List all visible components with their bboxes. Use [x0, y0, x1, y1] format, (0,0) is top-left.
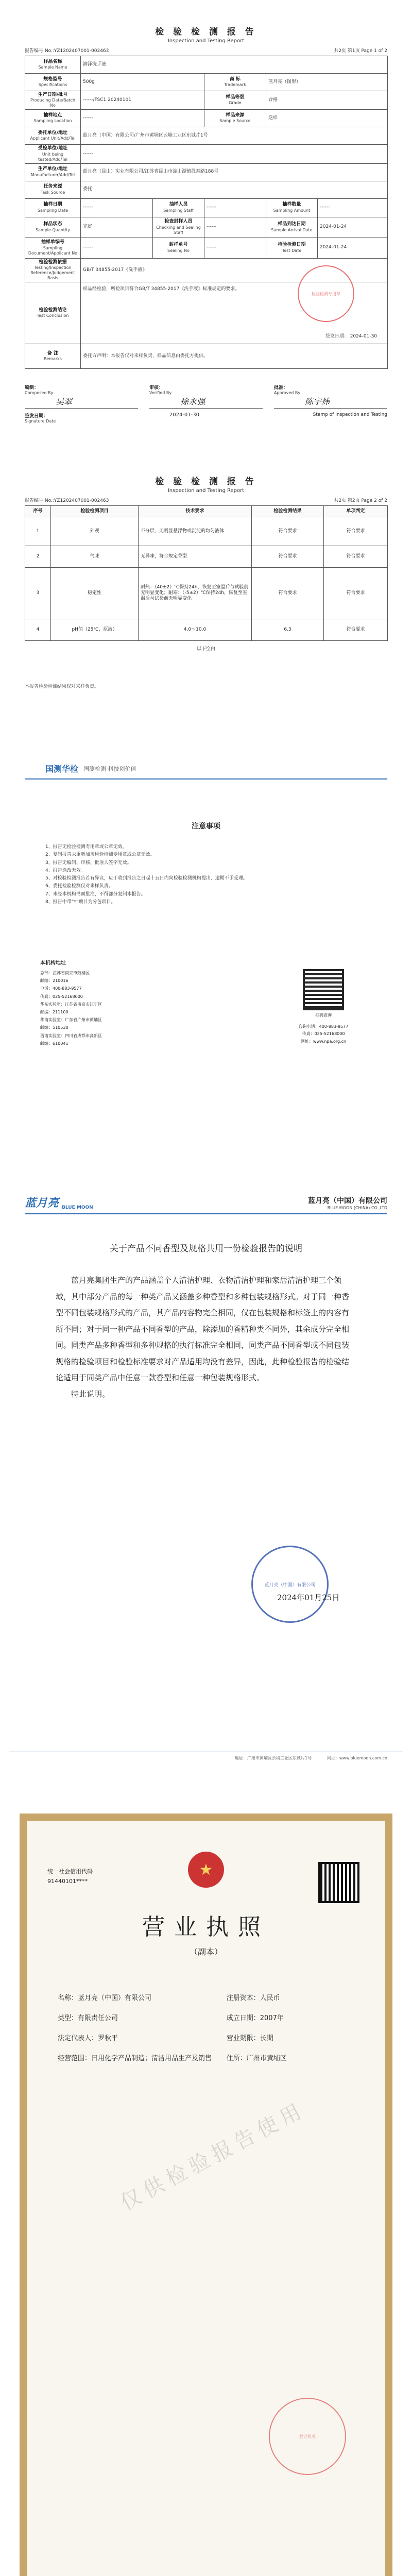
letter-date: 2024年01月25日	[277, 1593, 340, 1602]
address-list: 总部：江苏省南京市鼓楼区 邮编：210016 电话：400-883-9577 传真：025-52168000 华东实验室：江苏省南京市江宁区 邮编：211100 华南实验室：广东省广州市黄埔区 邮编：510530 西南实验室：四川省成都市高新区 邮编：610041	[40, 971, 102, 1046]
table-row: 检验检测结论 Test Conclusion 样品经检验，所检项目符合GB/T 34855-2017《洗手液》标准规定的要求。 签发日期： 2024-01-30	[25, 282, 388, 344]
list-item: 2、复制报告未重新加盖检验检测专用章或公章无效。	[45, 852, 155, 858]
license-watermark: 仅供检验报告使用	[116, 2097, 310, 2215]
sample-name: 润泽洗手液	[81, 56, 388, 74]
report-subtitle: Inspection and Testing Report	[167, 38, 245, 44]
letter-paragraph: 蓝月亮集团生产的产品涵盖个人清洁护理、衣物清洁护理和家居清洁护理三个领域，其中部分产品的每一种类产品又涵盖多种香型和多种包装规格形式。对于同一种香型不同包装规格形式的产品，其产品内容物完全相同，仅在包装规格和标签上的内容有所不同；对于同一种产品不同香型的产品，除添加的香精种类不同外，其余成分完全相同。同类产品多种香型和多种规格的执行标准完全相同，同类产品不同香型或不同包装规格的检验项目和检验标准要求对产品适用均没有差异，因此，此种检验报告的检验结论适用于同类产品中任意一款香型和任意一种包装规格形式。	[56, 1276, 350, 1382]
license-frame	[20, 1814, 392, 2576]
reviewer-signature: 审核： Verified By 徐永强	[149, 384, 263, 409]
hotline: 400-883-9577	[319, 1024, 349, 1029]
list-item: 5、对检验检测报告若有异议，应于收到报告之日起十五日内向检验检测机构提出，逾期不予受理。	[45, 876, 248, 882]
notice-title: 注意事项	[192, 822, 220, 831]
brand-slogan: 国测检测·科技创价值	[83, 765, 136, 772]
website-link[interactable]: www.npa.org.cn	[313, 1039, 347, 1044]
list-item: 6、委托检验检测仅对来样负责。	[45, 884, 113, 889]
national-emblem: ★	[188, 1852, 224, 1888]
company-logo: 蓝月亮	[25, 1197, 59, 1210]
registration-seal: 登记机关	[269, 2398, 346, 2475]
report-number: YZ1202407001-002463	[54, 48, 109, 54]
list-item: 1、报告无检验检测专用章或公章无效。	[45, 844, 127, 850]
license-page	[9, 1803, 403, 2576]
report-page-1	[9, 13, 403, 430]
fax: 025-52168000	[314, 1031, 345, 1037]
letter-footer	[9, 1752, 403, 1764]
test-conclusion: 样品经检验，所检项目符合GB/T 34855-2017《洗手液》标准规定的要求。	[83, 286, 240, 292]
footer-address: 地址：广州市黄埔区云埔工业区东诚片1号	[234, 1756, 312, 1760]
report-title: 检 验 检 测 报 告	[155, 27, 257, 37]
table-row: 抽样地点 Sampling Location ------ 样品来源 Sample Source 送样	[25, 110, 388, 127]
letter-page	[9, 1180, 403, 1783]
letter-paragraph: 特此说明。	[71, 1389, 110, 1399]
inspection-seal: 检验检测专用章	[298, 265, 354, 322]
company-name-en: BLUE MOON (CHINA) CO.,LTD	[327, 1206, 387, 1210]
table-row: 1 外观 不分层，无明显悬浮物或沉淀的均匀液体 符合要求 符合要求	[25, 517, 388, 546]
contact-box: 扫码查询 咨询电话：400-883-9577 传真：025-52168000 网址：www.npa.org.cn	[277, 969, 370, 1047]
table-row: 任务来源 Task Source 委托	[25, 181, 388, 198]
qr-code[interactable]	[303, 969, 344, 1010]
license-subtitle: （副本）	[189, 1947, 222, 1957]
report-page-indicator: 共2页 第1页 Page 1 of 2	[334, 48, 387, 54]
company-name: 蓝月亮（中国）有限公司	[308, 1197, 387, 1205]
table-row: 4 pH值（25℃，原液） 4.0～10.0 6.3 符合要求	[25, 619, 388, 641]
notice-list	[9, 843, 403, 906]
report-number-label: 报告编号 No.:	[25, 48, 54, 54]
issue-date: 2024-01-30	[169, 412, 199, 418]
results-table	[25, 505, 388, 641]
composer-signature: 编制： Composed By 吴翠	[25, 384, 138, 409]
table-row: 检验检测依据 Testing/Inspection Reference/Judgement Basis GB/T 34855-2017《洗手液》	[25, 258, 388, 282]
notice-page	[9, 739, 403, 1146]
license-code: 统一社会信用代码 91440101****	[47, 1868, 93, 1885]
table-row: 受检单位/地址 Unit being tested/Add/Tel ------	[25, 145, 388, 163]
list-item: 3、报告无编制、审核、批准人签字无效。	[45, 860, 132, 866]
remarks-value: 委托方声明：本报告仅对来样负责，样品信息由委托方提供。	[81, 344, 388, 368]
table-row: 3 稳定性 耐热：（40±2）℃保持24h，恢复至室温后与试验前无明显变化；耐寒：（-5±2）℃保持24h，恢复至室温后与试验前无明显变化 符合要求 符合要求	[25, 568, 388, 619]
company-seal: 蓝月亮（中国）有限公司	[251, 1546, 329, 1623]
table-header: 序号 检验检测项目 技术要求 检验检测结果 单项判定	[25, 506, 388, 517]
blank-below-marker: 以下空白	[196, 647, 215, 652]
letter-header	[25, 1194, 387, 1214]
address-title: 本机构地址	[40, 960, 66, 966]
report-subtitle-2: Inspection and Testing Report	[167, 488, 245, 494]
report-info-table	[25, 56, 388, 369]
letter-title: 关于产品不同香型及规格共用一份检验报告的说明	[110, 1244, 302, 1254]
license-fields: 名称：蓝月亮（中国）有限公司 类型：有限责任公司 法定代表人：罗秋平 经营范围：日用化学产品制造；清洁用品生产及销售 注册资本：人民币 成立日期：2007年 营业期限：长期 住所：广州市黄埔区	[58, 1994, 287, 2062]
letter-body	[9, 1273, 403, 1402]
stamp-date-label: 签发日期：	[325, 333, 349, 339]
table-row: 样品状态 Sample Quantity 完好 检查封样人员 Checking and Sealing Staff ------ 样品到达日期 Sample Arrival Date 2024-01-24	[25, 217, 388, 238]
list-item: 4、报告涂改无效。	[45, 868, 85, 873]
report-meta	[9, 47, 403, 54]
footer-website[interactable]: 网址：www.bluemoon.com.cn	[327, 1756, 387, 1760]
signature-row-2: 签发日期： Signature Date 2024-01-30 Stamp of Inspection and Testing	[25, 412, 387, 423]
table-row: 抽样日期 Sampling Date ------ 抽样人员 Sampling Staff ------ 抽样数量 Sampling Amount ------	[25, 198, 388, 217]
table-row: 2 气味 无异味，符合规定香型 符合要求 符合要求	[25, 546, 388, 568]
notice-header	[25, 739, 387, 779]
table-row: 备 注 Remarks 委托方声明：本报告仅对来样负责，样品信息由委托方提供。	[25, 344, 388, 368]
qr-label: 扫码查询	[315, 1013, 332, 1018]
license-title: 营业执照	[142, 1914, 270, 1940]
brand-logo: 国测华检	[45, 764, 79, 774]
table-row: 规格型号 Specifications 500g 商 标 Trademark 蓝月亮（图形）	[25, 74, 388, 91]
table-row: 样品名称 Sample Name 润泽洗手液	[25, 56, 388, 74]
applicant-value: 蓝月亮（中国）有限公司/广州市黄埔区云埔工业区东诚片1号	[81, 127, 388, 145]
report-title-2: 检 验 检 测 报 告	[155, 477, 257, 487]
list-item: 7、未经本机构书面批准，不得部分复制本报告。	[45, 891, 146, 897]
signature-row-1	[25, 384, 387, 409]
manufacturer-value: 蓝月亮（昆山）实业有限公司/江苏省昆山市淀山湖镇晟泰路188号	[81, 163, 388, 181]
stamp-label: Stamp of Inspection and Testing	[313, 412, 387, 417]
address-section	[40, 958, 370, 1047]
approver-signature: 批准： Approved By 陈宇炜	[274, 384, 387, 409]
table-row: 委托单位/地址 Applicant Unit/Add/Tel 蓝月亮（中国）有限公司/广州市黄埔区云埔工业区东诚片1号	[25, 127, 388, 145]
table-row: 生产单位/地址 Manufacturer/Add/Tel 蓝月亮（昆山）实业有限公司/江苏省昆山市淀山湖镇晟泰路188号	[25, 163, 388, 181]
test-basis: GB/T 34855-2017《洗手液》	[81, 258, 388, 282]
list-item: 8、报告中带“*”项目为分包项目。	[45, 900, 116, 905]
company-logo-en: BLUE MOON	[62, 1205, 93, 1210]
table-row: 抽样单编号 Sampling Document/Applicant No ------ 封样单号 Sealing No ------ 检验检测日期 Test Date 2024-01-24	[25, 238, 388, 258]
report-page-2	[9, 453, 403, 711]
report-meta-2: 报告编号 No.:YZ1202407001-002463 共2页 第2页 Page 2 of 2	[25, 498, 387, 503]
results-remark: 本报告检验检测结果仅对来样负责。	[25, 684, 99, 689]
table-row: 生产日期/批号 Producing Date/Batch No ------/FSC1 20240101 样品等级 Grade 合格	[25, 91, 388, 110]
stamp-date: 2024-01-30	[350, 333, 377, 339]
license-qr[interactable]	[318, 1862, 359, 1903]
